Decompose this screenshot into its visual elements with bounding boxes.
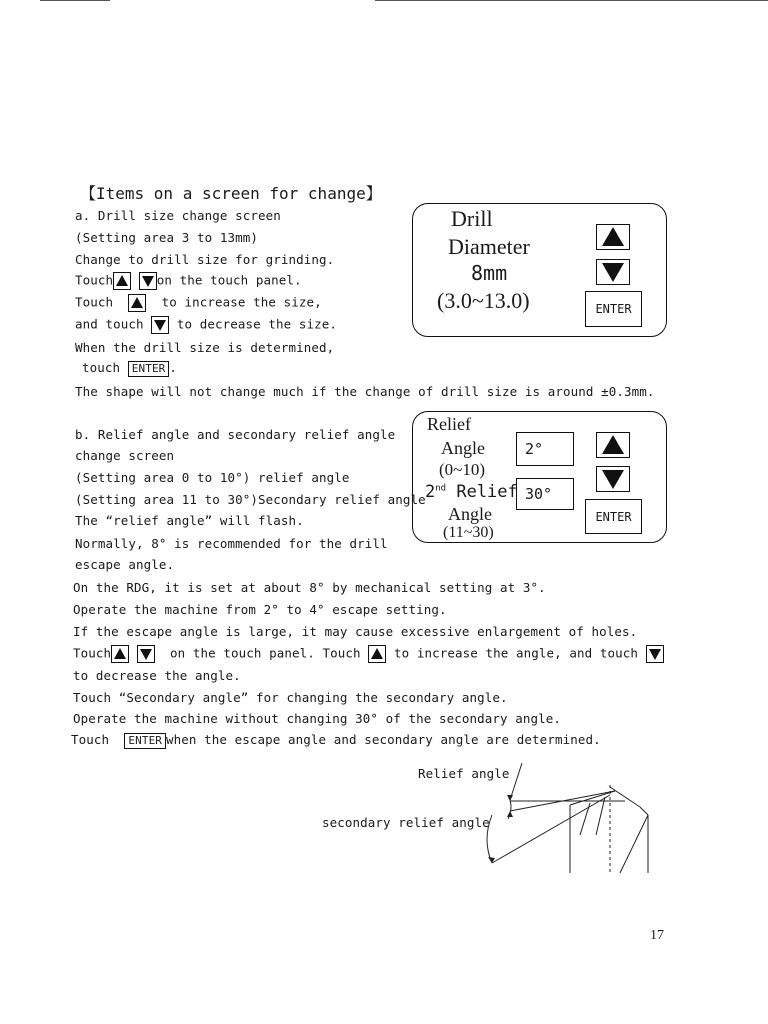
top-rule-right bbox=[375, 0, 768, 1]
panel-b-relief: Relief bbox=[427, 414, 471, 434]
period: . bbox=[169, 360, 178, 375]
drill-diameter-panel bbox=[412, 203, 667, 337]
relief-angle-label: Relief angle bbox=[418, 766, 510, 781]
panel-b-range2: (11~30) bbox=[443, 524, 494, 541]
arrow-head-2 bbox=[507, 811, 513, 817]
increase-angle-text: to increase the angle, and touch bbox=[393, 645, 639, 661]
section-a-line9: The shape will not change much if the change of drill size is around ±0.3mm. bbox=[75, 384, 655, 399]
relief-angle-panel bbox=[412, 411, 667, 543]
panel-a-range: (3.0~13.0) bbox=[437, 288, 530, 313]
enter-box-inline: ENTER bbox=[124, 733, 166, 749]
section-b-line9: Operate the machine from 2° to 4° escape setting. bbox=[73, 602, 447, 617]
panel-a-title1: Drill bbox=[451, 206, 493, 231]
secondary-relief-angle-label: secondary relief angle bbox=[322, 815, 490, 830]
secondary-edge bbox=[492, 795, 610, 863]
section-a-line8 bbox=[82, 360, 177, 377]
section-b-line8: On the RDG, it is set at about 8° by mechanical setting at 3°. bbox=[73, 580, 546, 595]
panel-b-down-arrow-icon[interactable] bbox=[596, 466, 630, 492]
section-b-line6: Normally, 8° is recommended for the drill bbox=[75, 536, 388, 551]
panel-a-up-arrow-icon[interactable] bbox=[596, 224, 630, 250]
section-b-line10: If the escape angle is large, it may cause excessive enlargement of holes. bbox=[73, 624, 638, 639]
enter-box-inline: ENTER bbox=[128, 361, 170, 377]
section-a-line2: (Setting area 3 to 13mm) bbox=[75, 230, 259, 245]
second-sup: nd bbox=[435, 483, 447, 494]
section-b-line13: Touch “Secondary angle” for changing the secondary angle. bbox=[73, 690, 508, 705]
relief-leader-line bbox=[510, 763, 522, 800]
second-prefix: 2 bbox=[425, 482, 436, 502]
section-b-line14: Operate the machine without changing 30° of the secondary angle. bbox=[73, 711, 562, 726]
panel-b-second-relief bbox=[425, 482, 518, 502]
top-rule-left bbox=[40, 0, 110, 1]
panel-a-enter-button[interactable]: ENTER bbox=[585, 291, 642, 327]
section-b-line7: escape angle. bbox=[75, 557, 175, 572]
panel-b-up-arrow-icon[interactable] bbox=[596, 432, 630, 458]
flute-2 bbox=[580, 803, 590, 835]
section-b-line4: (Setting area 11 to 30°)Secondary relief angle bbox=[75, 492, 426, 507]
touch-panel-text: on the touch panel. bbox=[156, 272, 302, 288]
arrow-head-1 bbox=[507, 795, 513, 801]
panel-b-angle: Angle bbox=[441, 438, 485, 458]
down-arrow-icon bbox=[151, 316, 169, 334]
section-a-line7: When the drill size is determined, bbox=[75, 340, 335, 355]
tip-line-1 bbox=[610, 787, 640, 807]
determined-text: when the escape angle and secondary angle are determined. bbox=[166, 732, 601, 747]
touch-label: Touch bbox=[75, 272, 114, 288]
up-arrow-icon bbox=[113, 272, 131, 290]
section-a-line5 bbox=[75, 294, 322, 312]
touch-label: Touch bbox=[75, 294, 114, 310]
page-number: 17 bbox=[650, 928, 664, 943]
up-arrow-icon bbox=[111, 645, 129, 663]
down-arrow-icon bbox=[646, 645, 664, 663]
panel-a-value: 8mm bbox=[471, 261, 508, 285]
decrease-text: to decrease the size. bbox=[176, 316, 338, 332]
section-a-line1: a. Drill size change screen bbox=[75, 208, 281, 223]
section-a-line6 bbox=[75, 316, 337, 334]
panel-b-range1: (0~10) bbox=[439, 460, 486, 479]
up-arrow-icon bbox=[128, 294, 146, 312]
touch-label: Touch bbox=[73, 645, 112, 661]
section-b-line5: The “relief angle” will flash. bbox=[75, 513, 304, 528]
section-b-line1: b. Relief angle and secondary relief angle bbox=[75, 427, 396, 442]
relief-angle-value-field[interactable]: 2° bbox=[516, 432, 574, 466]
and-touch-label: and touch bbox=[75, 316, 144, 332]
section-b-line12: to decrease the angle. bbox=[73, 668, 241, 683]
panel-b-angle2: Angle bbox=[448, 504, 492, 524]
panel-b-enter-button[interactable]: ENTER bbox=[585, 499, 642, 534]
body-right bbox=[640, 807, 648, 815]
section-b-line15 bbox=[71, 732, 601, 749]
panel-a-title2: Diameter bbox=[448, 234, 530, 259]
touch-panel-text: on the touch panel. Touch bbox=[170, 645, 361, 661]
section-a-line4 bbox=[75, 272, 302, 290]
section-a-line3: Change to drill size for grinding. bbox=[75, 252, 335, 267]
second-word: Relief bbox=[456, 482, 518, 502]
down-arrow-icon bbox=[137, 645, 155, 663]
touch-label: Touch bbox=[71, 732, 110, 747]
panel-a-down-arrow-icon[interactable] bbox=[596, 259, 630, 285]
section-b-line3: (Setting area 0 to 10°) relief angle bbox=[75, 470, 350, 485]
taper-line bbox=[620, 815, 648, 873]
drill-angle-diagram bbox=[470, 755, 670, 885]
secondary-angle-value-field[interactable]: 30° bbox=[516, 478, 574, 510]
touch-label: touch bbox=[82, 360, 121, 375]
increase-text: to increase the size, bbox=[161, 294, 322, 310]
section-b-line2: change screen bbox=[75, 448, 175, 463]
down-arrow-icon bbox=[139, 272, 157, 290]
secondary-arc bbox=[487, 815, 492, 863]
section-b-line11 bbox=[73, 645, 664, 663]
section-heading: 【Items on a screen for change】 bbox=[80, 184, 382, 203]
up-arrow-icon bbox=[368, 645, 386, 663]
